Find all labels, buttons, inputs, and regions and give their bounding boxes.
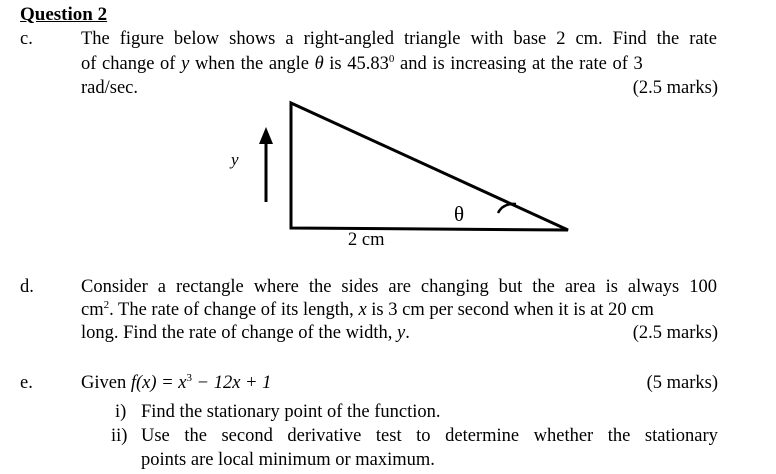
part-e-item-i-text: Find the stationary point of the function. — [141, 402, 441, 422]
var-y: y — [181, 54, 190, 74]
part-c-label: c. — [20, 29, 33, 49]
side-label-y: y — [231, 150, 239, 169]
part-e-label: e. — [20, 373, 33, 393]
theta-symbol: θ — [314, 54, 324, 74]
up-arrow-head — [259, 127, 273, 144]
base-label: 2 cm — [348, 230, 385, 250]
part-e-item-i-num: i) — [115, 402, 127, 422]
part-e-item-ii-line-1: Use the second derivative test to determine whether the stationary — [141, 426, 718, 446]
part-c-line-1: The figure below shows a right-angled triangle with base 2 cm. Find the rate — [81, 29, 717, 49]
question-heading: Question 2 — [20, 4, 108, 25]
part-e-item-ii-line-2: points are local minimum or maximum. — [141, 450, 435, 470]
function-expression: f(x) = x — [130, 373, 187, 393]
part-e-item-ii-num: ii) — [111, 426, 128, 446]
part-e-given: Given $f(x) = x^3 - 12x + 1$ — [81, 372, 272, 393]
part-c-marks: (2.5 marks) — [632, 78, 718, 98]
part-d-line-3: long. Find the rate of change of the width, y. — [81, 323, 410, 343]
right-triangle — [291, 103, 568, 230]
part-d-line-2: $cm^2$. The rate of change of its length, x is 3 cm per second when it is at 20 cm — [81, 299, 654, 320]
angle-label-theta: θ — [454, 202, 465, 226]
degree-sup: 0 — [388, 53, 395, 65]
part-d-line-1: Consider a rectangle where the sides are changing but the area is always 100 — [81, 277, 717, 297]
part-c-line-2: of change of y when the angle θ is 45.83$^0$ and is increasing at the rate of 3 — [81, 53, 643, 74]
part-d-marks: (2.5 marks) — [632, 323, 718, 343]
part-e-marks: (5 marks) — [646, 373, 718, 393]
part-d-label: d. — [20, 277, 34, 297]
part-c-line-3: rad/sec. — [81, 78, 139, 98]
